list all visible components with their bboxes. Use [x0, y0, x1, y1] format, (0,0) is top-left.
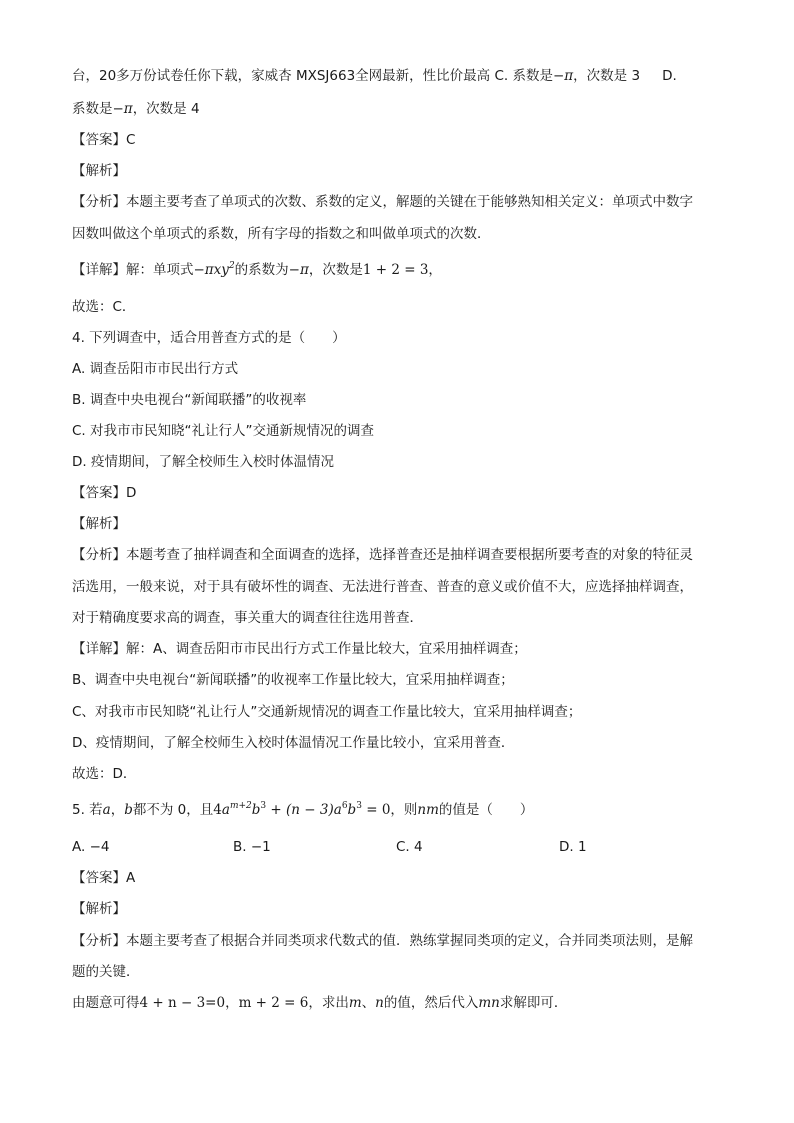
q3-line1-value: −π: [552, 68, 574, 84]
q4-analysis-line-1: 【分析】本题考查了抽样调查和全面调查的选择，选择普查还是抽样调查要根据所要考查的对象的特征灵: [72, 547, 693, 563]
q3-option-d-label: D.: [662, 68, 677, 84]
q5-last-b: ，: [225, 995, 239, 1011]
q5-var-b: b: [124, 802, 133, 818]
q5-eq-a1: a: [221, 802, 230, 818]
q3-detail-exp: 2: [228, 261, 235, 271]
q4-detail-line-1: 【详解】解：A、调查岳阳市市民出行方式工作量比较大，宜采用抽样调查；: [72, 641, 527, 657]
q5-option-c: C. 4: [396, 839, 423, 855]
q3-choose: 故选：C．: [72, 299, 136, 315]
q3-detail-d: ，: [428, 262, 442, 278]
q3-detail-expr: −πxy: [193, 262, 229, 278]
q3-line2-text: 系数是: [72, 101, 113, 117]
q4-option-a: A. 调查岳阳市市民出行方式: [72, 361, 239, 377]
q5-last-eq1: 4 + n − 3=0: [139, 995, 226, 1011]
q3-option-c-line: [72, 67, 677, 85]
q5-eq-exp3: 6: [341, 801, 348, 811]
q4-option-c: C. 对我市市民知晓“礼让行人”交通新规情况的调查: [72, 423, 374, 439]
q3-detail-a: 【详解】解：单项式: [72, 262, 194, 278]
q5-stem-e: 的值是（ ）: [438, 802, 534, 818]
q3-detail-val: −π: [288, 262, 309, 278]
q5-stem-d: ，则: [390, 802, 418, 818]
q5-last-line: [72, 994, 567, 1012]
q5-stem-b: ，: [110, 802, 125, 818]
q5-last-f: 求解即可．: [499, 995, 568, 1011]
q5-var-a: a: [102, 802, 111, 818]
q4-option-d: D. 疫情期间，了解全校师生入校时体温情况: [72, 454, 334, 470]
q5-last-a: 由题意可得: [72, 995, 140, 1011]
q5-option-b: B. −1: [233, 839, 271, 855]
q5-eq-a2: a: [333, 802, 342, 818]
q5-last-c: ，求出: [308, 995, 349, 1011]
q5-last-d: 、: [361, 995, 376, 1011]
q5-var-nm: nm: [417, 802, 439, 818]
q5-eq-exp2: 3: [260, 801, 267, 811]
q5-eq-zero: = 0: [361, 802, 391, 818]
q5-eq-b1: b: [251, 802, 261, 818]
q5-eq-exp4: 3: [356, 801, 362, 811]
q5-answer: 【答案】A: [72, 870, 136, 886]
q5-analysis-line-1: 【分析】本题主要考查了根据合并同类项求代数式的值．熟练掌握同类项的定义，合并同类项法则，是解: [72, 933, 693, 949]
q4-detail-line-4: D、疫情期间，了解全校师生入校时体温情况工作量比较小，宜采用普查．: [72, 735, 515, 751]
q5-eq-b2: b: [347, 802, 357, 818]
q5-analysis-line-2: 题的关键．: [72, 964, 140, 980]
q3-detail: [72, 261, 442, 279]
q3-line2-value: −π: [112, 101, 133, 117]
q5-stem: [72, 801, 533, 819]
q5-eq-plus: + (n − 3): [266, 802, 334, 818]
q3-detail-b: 的系数为: [234, 262, 289, 278]
q4-detail-line-2: B、调查中央电视台“新闻联播”的收视率工作量比较大，宜采用抽样调查；: [72, 672, 514, 688]
q5-option-d: D. 1: [559, 839, 587, 855]
q5-stem-a: 5. 若: [72, 802, 103, 818]
q4-answer: 【答案】D: [72, 485, 137, 501]
q5-last-eq2: m + 2 = 6: [238, 995, 309, 1011]
q3-detail-c: ，次数是: [308, 262, 363, 278]
q3-answer: 【答案】C: [72, 132, 136, 148]
q5-last-e: 的值，然后代入: [383, 995, 479, 1011]
q5-stem-c: 都不为 0，且: [132, 802, 214, 818]
q4-detail-line-3: C、对我市市民知晓“礼让行人”交通新规情况的调查工作量比较大，宜采用抽样调查；: [72, 704, 582, 720]
q5-option-a: A. −4: [72, 839, 110, 855]
q5-last-mn: mn: [478, 995, 500, 1011]
q3-jiexi: 【解析】: [72, 163, 126, 179]
q5-eq-exp1: m+2: [229, 801, 252, 811]
q5-jiexi: 【解析】: [72, 901, 126, 917]
q3-analysis-line-1: 【分析】本题主要考查了单项式的次数、系数的定义，解题的关键在于能够熟知相关定义：单项式中数字: [72, 194, 693, 210]
q4-jiexi: 【解析】: [72, 516, 126, 532]
q4-analysis-line-2: 活选用，一般来说，对于具有破坏性的调查、无法进行普查、普查的意义或价值不大，应选择抽样调查，: [72, 579, 693, 595]
q3-line2-tail: ，次数是 4: [132, 101, 200, 117]
q3-detail-calc: 1 + 2 = 3: [362, 262, 429, 278]
q3-analysis-line-2: 因数叫做这个单项式的系数，所有字母的指数之和叫做单项式的次数．: [72, 226, 491, 242]
q4-choose: 故选：D．: [72, 766, 137, 782]
q3-line1-mid: ，次数是 3: [573, 68, 641, 84]
q4-analysis-line-3: 对于精确度要求高的调查，事关重大的调查往往选用普查．: [72, 610, 423, 626]
q4-option-b: B. 调查中央电视台“新闻联播”的收视率: [72, 392, 307, 408]
q3-line1-text: 台，20多万份试卷任你下载，家威杏 MXSJ663全网最新，性比价最高 C. 系数是: [72, 68, 553, 84]
q5-options-row: [72, 838, 722, 856]
q5-last-n: n: [375, 995, 384, 1011]
q5-last-m: m: [348, 995, 362, 1011]
q3-option-d-line: [72, 100, 200, 118]
q5-eq-coef: 4: [213, 802, 222, 818]
q4-stem: 4. 下列调查中，适合用普查方式的是（ ）: [72, 330, 346, 346]
